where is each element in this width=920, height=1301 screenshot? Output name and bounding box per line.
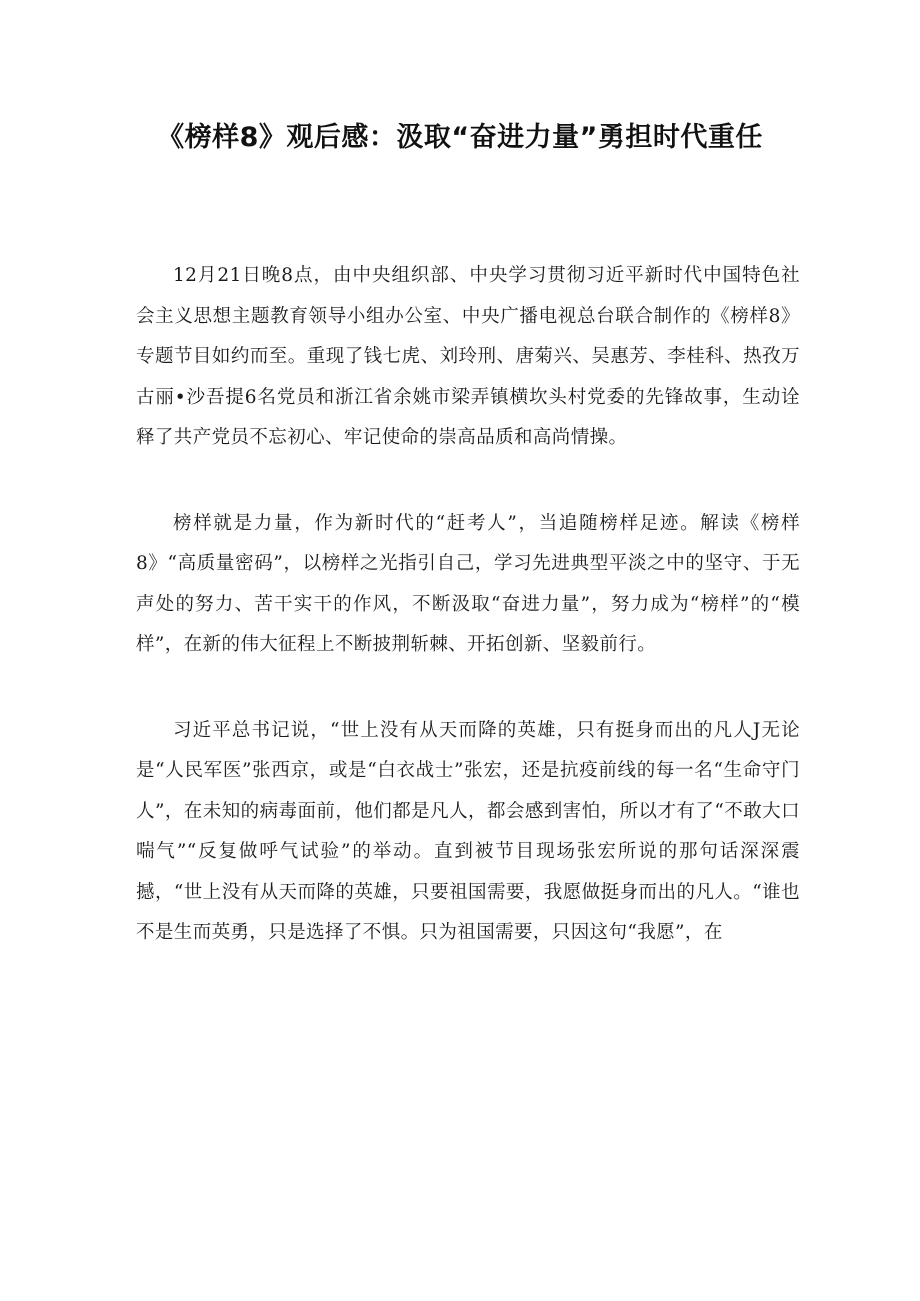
document-body: [136, 256, 800, 999]
paragraph-1: 12月21日晚8点，由中央组织部、中央学习贯彻习近平新时代中国特色社会主义思想主题教育领导小组办公室、中央广播电视总台联合制作的《榜样8》专题节目如约而至。重现了钱七虎、刘玲刑、唐菊兴、吴惠芳、李桂科、热孜万古丽•沙吾提6名党员和浙江省余姚市梁弄镇横坎头村党委的先锋故事，生动诠释了共产党员不忘初心、牢记使命的崇高品质和高尚情操。: [136, 265, 800, 448]
paragraph-2: 榜样就是力量，作为新时代的“赶考人”，当追随榜样足迹。解读《榜样8》“高质量密码”，以榜样之光指引自己，学习先进典型平淡之中的坚守、于无声处的努力、苦干实干的作风，不断汲取“奋进力量”，努力成为“榜样”的“模样”，在新的伟大征程上不断披荆斩棘、开拓创新、坚毅前行。: [136, 512, 800, 655]
paragraph-3: 习近平总书记说，“世上没有从天而降的英雄，只有挺身而出的凡人J无论是“人民军医”张西京，或是“白衣战士”张宏，还是抗疫前线的每一名“生命守门人”，在未知的病毒面前，他们都是凡人，都会感到害怕，所以才有了“不敢大口喘气”“反复做呼气试验”的举动。直到被节目现场张宏所说的那句话深深震撼，“世上没有从天而降的英雄，只要祖国需要，我愿做挺身而出的凡人。“谁也不是生而英勇，只是选择了不惧。只为祖国需要，只因这句“我愿”，在: [136, 719, 800, 943]
document-title: 《榜样8》观后感：汲取“奋进力量”勇担时代重任: [157, 122, 763, 153]
